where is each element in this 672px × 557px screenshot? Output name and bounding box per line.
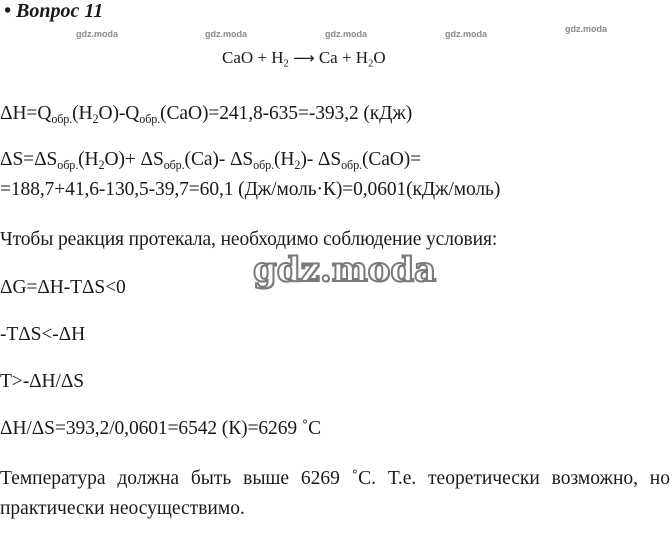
- watermark: gdz.moda: [76, 29, 118, 39]
- entropy-value-line: =188,7+41,6-130,5-39,7=60,1 (Дж/моль·К)=0,0601(кДж/моль): [0, 179, 501, 200]
- inequality-step-2: T>-ΔH/ΔS: [0, 371, 85, 392]
- conclusion-paragraph: Температура должна быть выше 6269 ˚С. Т.е. теоретически возможно, но практически неосуществимо.: [0, 468, 670, 519]
- inequality-step-1: -TΔS<-ΔH: [0, 324, 86, 345]
- gibbs-condition: ΔG=ΔH-TΔS<0: [0, 277, 126, 298]
- enthalpy-line: $\Delta H=Q_{обр.}(H_2O)-Q_{обр.}(CaO)=241,8-635=-393,2$ (кДж): [0, 103, 413, 126]
- watermark: gdz.moda: [325, 29, 367, 39]
- watermark: gdz.moda: [565, 24, 607, 34]
- condition-text: Чтобы реакция протекала, необходимо соблюдение условия:: [0, 229, 498, 250]
- watermark: gdz.moda: [205, 29, 247, 39]
- reaction-arrow-icon: ⟶: [293, 49, 315, 67]
- reaction-equation: CaO + $H_2$ ⟶ $Ca + H_2O$: [222, 48, 386, 70]
- watermark-logo: gdz.moda: [253, 250, 437, 290]
- question-title: • Вопрос 11: [4, 0, 104, 22]
- watermark: gdz.moda: [445, 29, 487, 39]
- entropy-line: $\Delta S=\Delta S_{обр.}(H_2O)+ \Delta S_{обр.}(Ca)-$ $\Delta S_{обр.}(H_2)-$ $\Delta S_{обр.}(CaO)=$: [0, 149, 422, 172]
- temperature-calculation: ΔH/ΔS=393,2/0,0601=6542 (К)=6269 ˚С: [0, 418, 322, 439]
